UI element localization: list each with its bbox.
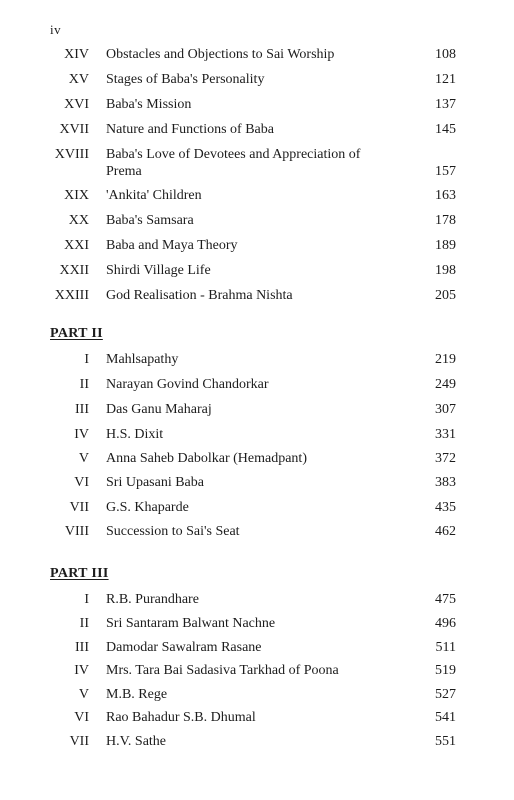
chapter-number: II xyxy=(79,377,89,392)
chapter-page: 519 xyxy=(435,663,456,678)
chapter-number: III xyxy=(75,402,89,417)
chapter-page: 372 xyxy=(435,451,456,466)
chapter-title: Obstacles and Objections to Sai Worship xyxy=(106,47,335,62)
chapter-title: Shirdi Village Life xyxy=(106,263,211,278)
chapter-number: XVIII xyxy=(54,147,89,162)
chapter-page: 157 xyxy=(435,164,456,179)
chapter-title: Damodar Sawalram Rasane xyxy=(106,640,262,655)
chapter-title: Nature and Functions of Baba xyxy=(106,122,274,137)
chapter-title: Anna Saheb Dabolkar (Hemadpant) xyxy=(106,451,307,466)
part-heading: PART II xyxy=(50,326,103,341)
chapter-number: XXI xyxy=(64,238,89,253)
chapter-title: Baba's Mission xyxy=(106,97,192,112)
chapter-page: 137 xyxy=(435,97,456,112)
chapter-title: Sri Upasani Baba xyxy=(106,475,204,490)
chapter-title: Das Ganu Maharaj xyxy=(106,402,212,417)
chapter-number: II xyxy=(79,616,89,631)
chapter-number: XIV xyxy=(64,47,89,62)
chapter-number: V xyxy=(78,451,89,466)
chapter-title: Narayan Govind Chandorkar xyxy=(106,377,269,392)
chapter-title: Baba's Love of Devotees and Appreciation of Prema xyxy=(106,147,361,179)
chapter-page: 121 xyxy=(435,72,456,87)
chapter-page: 198 xyxy=(435,263,456,278)
chapter-page: 331 xyxy=(435,427,456,442)
chapter-page: 307 xyxy=(435,402,456,417)
chapter-number: XVI xyxy=(64,97,89,112)
chapter-title: H.S. Dixit xyxy=(106,427,164,442)
chapter-number: XV xyxy=(68,72,89,87)
chapter-number: VI xyxy=(74,710,89,725)
chapter-number: IV xyxy=(74,663,89,678)
chapter-title: R.B. Purandhare xyxy=(106,592,199,607)
chapter-title: Mahlsapathy xyxy=(106,352,179,367)
chapter-page: 383 xyxy=(435,475,456,490)
chapter-number: XXII xyxy=(59,263,89,278)
chapter-title: Sri Santaram Balwant Nachne xyxy=(106,616,276,631)
chapter-title: Baba and Maya Theory xyxy=(106,238,238,253)
chapter-title: Mrs. Tara Bai Sadasiva Tarkhad of Poona xyxy=(106,663,339,678)
chapter-title: H.V. Sathe xyxy=(106,734,167,749)
chapter-page: 511 xyxy=(435,640,456,655)
chapter-page: 145 xyxy=(435,122,456,137)
chapter-number: XVII xyxy=(59,122,89,137)
chapter-page: 163 xyxy=(435,188,456,203)
chapter-title: Rao Bahadur S.B. Dhumal xyxy=(106,710,256,725)
chapter-number: V xyxy=(78,687,89,702)
chapter-page: 178 xyxy=(435,213,456,228)
chapter-page: 219 xyxy=(435,352,456,367)
part-heading: PART III xyxy=(50,566,109,581)
chapter-page: 189 xyxy=(435,238,456,253)
chapter-number: XXIII xyxy=(54,288,89,303)
chapter-page: 462 xyxy=(435,524,456,539)
chapter-number: I xyxy=(84,352,89,367)
chapter-title: 'Ankita' Children xyxy=(106,188,202,203)
chapter-title: G.S. Khaparde xyxy=(106,500,189,515)
chapter-number: VII xyxy=(69,734,89,749)
chapter-number: VII xyxy=(69,500,89,515)
chapter-page: 475 xyxy=(435,592,456,607)
chapter-page: 527 xyxy=(435,687,456,702)
chapter-number: VIII xyxy=(64,524,89,539)
chapter-number: XX xyxy=(68,213,89,228)
chapter-page: 435 xyxy=(435,500,456,515)
chapter-page: 496 xyxy=(435,616,456,631)
chapter-number: XIX xyxy=(64,188,89,203)
page-number: iv xyxy=(50,22,62,37)
chapter-number: I xyxy=(84,592,89,607)
chapter-number: III xyxy=(75,640,89,655)
chapter-page: 551 xyxy=(435,734,456,749)
chapter-title: Baba's Samsara xyxy=(106,213,194,228)
chapter-number: VI xyxy=(74,475,89,490)
chapter-title: M.B. Rege xyxy=(106,687,168,702)
chapter-title: Succession to Sai's Seat xyxy=(106,524,240,539)
chapter-title: God Realisation - Brahma Nishta xyxy=(106,288,293,303)
chapter-page: 108 xyxy=(435,47,456,62)
chapter-number: IV xyxy=(74,427,89,442)
chapter-page: 541 xyxy=(435,710,456,725)
chapter-title: Stages of Baba's Personality xyxy=(106,72,265,87)
chapter-page: 205 xyxy=(435,288,456,303)
chapter-page: 249 xyxy=(435,377,456,392)
